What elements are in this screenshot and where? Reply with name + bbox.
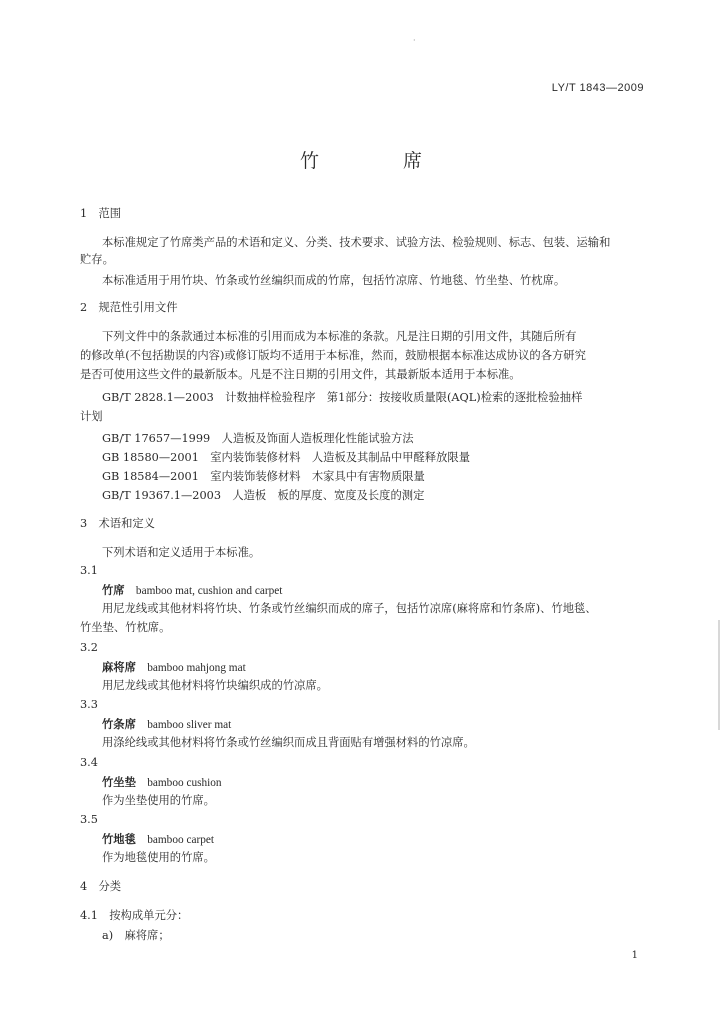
section-3-intro: 下列术语和定义适用于本标准。 [102, 546, 261, 559]
term-3-3 [102, 717, 231, 732]
section-2-para-line-3: 是否可使用这些文件的最新版本。凡是不注日期的引用文件，其最新版本适用于本标准。 [80, 368, 521, 381]
term-3-1-name: 竹席 [102, 583, 125, 597]
section-4-heading: 4 分类 [80, 880, 122, 893]
scan-speck: · [413, 36, 416, 45]
term-3-4-def: 作为坐垫使用的竹席。 [102, 794, 215, 807]
term-3-4-number: 3.4 [80, 756, 98, 769]
term-3-5-english: bamboo carpet [147, 834, 215, 846]
term-3-1-def-line-2: 竹坐垫、竹枕席。 [80, 621, 171, 634]
section-1-para-2: 本标准适用于用竹块、竹条或竹丝编织而成的竹席，包括竹凉席、竹地毯、竹坐垫、竹枕席。 [102, 274, 566, 287]
term-3-1-english: bamboo mat, cushion and carpet [135, 585, 283, 597]
reference-1-line-1: GB/T 2828.1—2003 计数抽样检验程序 第1部分：按接收质量限(AQL)检索的逐批检验抽样 [102, 391, 583, 404]
term-3-3-def: 用涤纶线或其他材料将竹条或竹丝编织而成且背面贴有增强材料的竹凉席。 [102, 736, 475, 749]
reference-5: GB/T 19367.1—2003 人造板 板的厚度、宽度及长度的测定 [102, 489, 425, 502]
section-1-para-1-line-1: 本标准规定了竹席类产品的术语和定义、分类、技术要求、试验方法、检验规则、标志、包装、运输和 [102, 236, 611, 249]
section-1-heading: 1 范围 [80, 207, 122, 220]
term-3-1-number: 3.1 [80, 564, 98, 577]
term-3-4-name: 竹坐垫 [102, 775, 136, 789]
clause-4-1-item-a: a) 麻将席； [102, 929, 170, 942]
term-3-2-english: bamboo mahjong mat [147, 662, 246, 674]
title-char-2: 席 [403, 150, 423, 172]
term-3-2-number: 3.2 [80, 641, 98, 654]
section-1-para-1-line-2: 贮存。 [80, 253, 114, 266]
term-3-3-english: bamboo sliver mat [147, 719, 232, 731]
term-3-2 [102, 660, 246, 675]
section-2-para-line-1: 下列文件中的条款通过本标准的引用而成为本标准的条款。凡是注日期的引用文件，其随后所有 [102, 330, 577, 343]
page-number: 1 [631, 950, 638, 961]
standard-code: LY/T 1843—2009 [551, 82, 644, 94]
term-3-4-english: bamboo cushion [147, 777, 222, 789]
term-3-1 [102, 583, 282, 598]
reference-4: GB 18584—2001 室内装饰装修材料 木家具中有害物质限量 [102, 470, 425, 483]
term-3-2-name: 麻将席 [102, 660, 136, 674]
term-3-4 [102, 775, 222, 790]
title-char-1: 竹 [299, 150, 319, 172]
section-2-heading: 2 规范性引用文件 [80, 301, 178, 314]
section-3-heading: 3 术语和定义 [80, 517, 155, 530]
clause-4-1: 4.1 按构成单元分： [80, 909, 189, 922]
term-3-3-name: 竹条席 [102, 717, 136, 731]
reference-1-line-2: 计划 [80, 410, 103, 423]
document-title [0, 146, 722, 173]
term-3-3-number: 3.3 [80, 698, 98, 711]
scan-edge-mark [718, 620, 720, 730]
term-3-5-def: 作为地毯使用的竹席。 [102, 851, 215, 864]
term-3-5 [102, 832, 214, 847]
section-2-para-line-2: 的修改单(不包括勘误的内容)或修订版均不适用于本标准，然而，鼓励根据本标准达成协议的各方研究 [80, 349, 586, 362]
term-3-2-def: 用尼龙线或其他材料将竹块编织成的竹凉席。 [102, 679, 328, 692]
term-3-1-def-line-1: 用尼龙线或其他材料将竹块、竹条或竹丝编织而成的席子，包括竹凉席(麻将席和竹条席)、竹地毯、 [102, 602, 597, 615]
term-3-5-number: 3.5 [80, 813, 98, 826]
reference-3: GB 18580—2001 室内装饰装修材料 人造板及其制品中甲醛释放限量 [102, 451, 471, 464]
term-3-5-name: 竹地毯 [102, 832, 136, 846]
reference-2: GB/T 17657—1999 人造板及饰面人造板理化性能试验方法 [102, 432, 414, 445]
